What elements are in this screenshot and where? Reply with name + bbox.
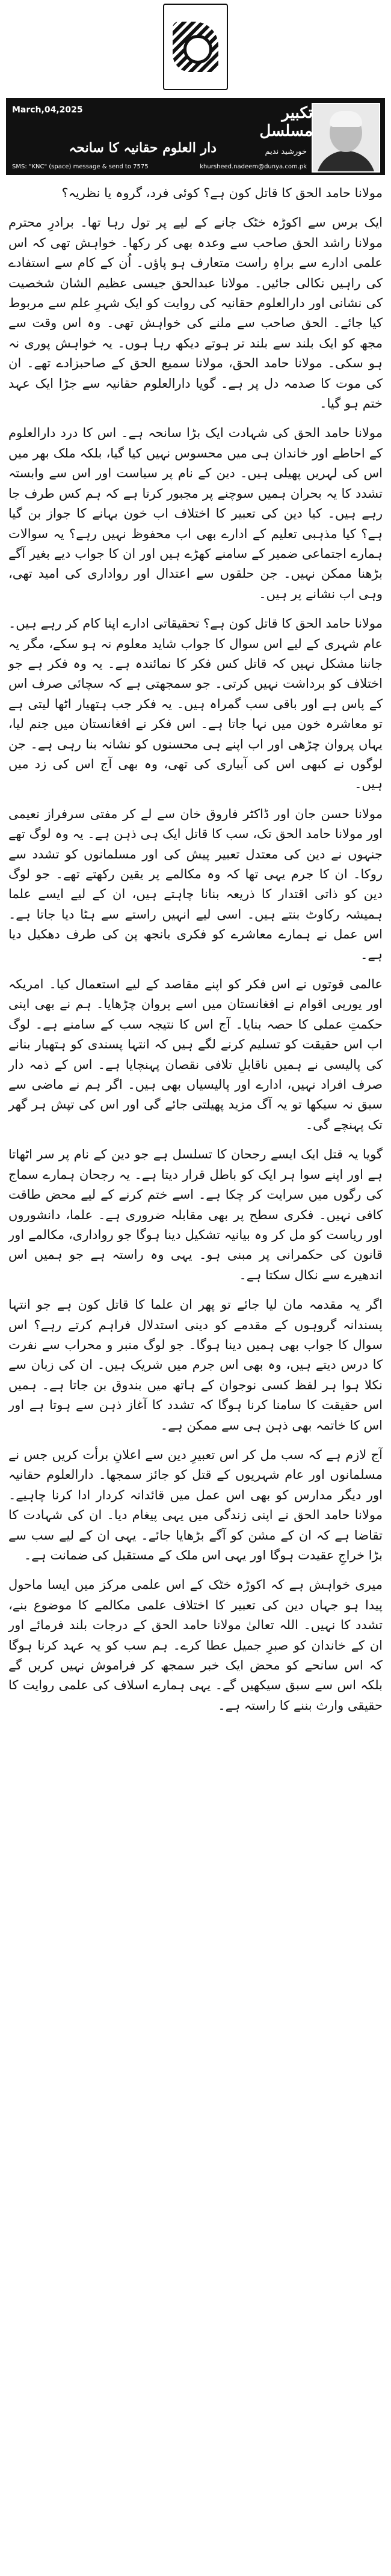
column-name: تکبیر مسلسل (259, 104, 313, 140)
author-photo-hair (330, 111, 362, 127)
masthead (0, 0, 391, 93)
sms-line: SMS: "KNC" (space) message & send to 7575 (12, 164, 149, 170)
article-paragraph: مولانا حامد الحق کی شہادت ایک بڑا سانحہ ہے۔ اس کا درد دارالعلوم کے احاطے اور خاندان ہی میں محسوس نہیں کیا گیا، بلکہ ملک بھر میں اس کی لہریں پھیلی ہیں۔ دین کے نام پر سیاست اور اس سے وابستہ تشدد کا یہ بحران ہمیں سوچنے پر مجبور کرتا ہے کہ ہم کس طرف جا رہے ہیں۔ کیا دین کی تعبیر کا اختلاف اب خون بہانے کا جواز بن گیا ہے؟ کیا مذہبی تعلیم کے ادارے بھی اب محفوظ نہیں رہے؟ یہ سوالات ہمارے اجتماعی ضمیر کے سامنے کھڑے ہیں اور ان کا جواب دیے بغیر آگے بڑھنا ممکن نہیں۔ جن حلقوں سے اعتدال اور رواداری کی امید تھی، وہی اب نشانے پر ہیں۔ (8, 426, 383, 601)
article-paragraph: اگر یہ مقدمہ مان لیا جائے تو پھر ان علما کا قاتل کون ہے جو انتہا پسندانہ گروہوں کے مقدمے کو دینی استدلال فراہم کرتے رہے؟ اس سوال کا جواب بھی ہمیں دینا ہوگا۔ جو لوگ منبر و محراب سے نفرت کا درس دیتے ہیں، وہ بھی اس جرم میں شریک ہیں۔ ان کی زبان سے نکلا ہوا ہر لفظ کسی نوجوان کے ہاتھ میں بندوق بن جاتا ہے۔ ہمیں اس حقیقت کا سامنا کرنا ہوگا کہ تشدد کا آغاز ذہن سے ہوتا ہے اور اس کا خاتمہ بھی ذہن ہی سے ممکن ہے۔ (8, 1297, 383, 1433)
logo-mark (173, 22, 218, 72)
article-paragraph: میری خواہش ہے کہ اکوڑہ خٹک کے اس علمی مرکز میں ایسا ماحول پیدا ہو جہاں دین کی تعبیر کا اختلاف علمی مکالمے کا موضوع بنے، تشدد کا نہیں۔ اللہ تعالیٰ مولانا حامد الحق کے درجات بلند فرمائے اور ان کے خاندان کو صبرِ جمیل عطا کرے۔ ہم سب کو یہ عہد کرنا ہوگا کہ اس سانحے کو محض ایک خبر سمجھ کر فراموش نہیں کریں گے بلکہ اس سے سبق سیکھیں گے۔ یہی ہمارے اسلاف کی علمی روایت کا حقیقی وارث بننے کا راستہ ہے۔ (8, 1577, 383, 1713)
newspaper-logo-icon (163, 4, 228, 90)
article-paragraph: عالمی قوتوں نے اس فکر کو اپنے مقاصد کے لیے استعمال کیا۔ امریکہ اور یورپی اقوام نے افغانستان میں اسے پروان چڑھایا۔ ہم نے بھی اپنی حکمتِ عملی کا حصہ بنایا۔ آج اس کا نتیجہ سب کے سامنے ہے۔ لوگ اب اس حقیقت کو تسلیم کرنے لگے ہیں کہ انتہا پسندی کو ہتھیار بنانے کی پالیسی نے ہمیں ناقابلِ تلافی نقصان پہنچایا ہے۔ اس کے ذمہ دار صرف افراد نہیں، ادارے اور پالیسیاں بھی ہیں۔ اگر ہم نے ماضی سے سبق نہ سیکھا تو یہ آگ مزید پھیلتی جائے گی اور اس کی تپش ہر گھر تک پہنچے گی۔ (8, 977, 383, 1132)
author-photo (312, 103, 380, 173)
article-paragraph: گویا یہ قتل ایک ایسے رجحان کا تسلسل ہے جو دین کے نام پر سر اٹھاتا ہے اور اپنے سوا ہر ایک کو باطل قرار دیتا ہے۔ یہ رجحان ہمارے سماج کی رگوں میں سرایت کر چکا ہے۔ اسے ختم کرنے کے لیے محض طاقت کافی نہیں۔ فکری سطح پر بھی مقابلہ ضروری ہے۔ علما، دانشوروں اور ریاست کو مل کر وہ بیانیہ تشکیل دینا ہوگا جو رواداری، مکالمے اور قانون کی حکمرانی پر مبنی ہو۔ یہی وہ راستہ ہے جو ہمیں اس اندھیرے سے نکال سکتا ہے۔ (8, 1147, 383, 1282)
article-paragraph: مولانا حامد الحق کا قاتل کون ہے؟ تحقیقاتی ادارے اپنا کام کر رہے ہیں۔ عام شہری کے لیے اس سوال کا جواب شاید معلوم نہ ہو سکے، مگر یہ جاننا مشکل نہیں کہ قاتل کس فکر کا نمائندہ ہے۔ یہ وہ فکر ہے جو اختلاف کو برداشت نہیں کرتی۔ جو سمجھتی ہے کہ سچائی صرف اس کے پاس ہے اور باقی سب گمراہ ہیں۔ یہ فکر جب ہتھیار اٹھا لیتی ہے تو معاشرہ خون میں نہا جاتا ہے۔ اس فکر نے افغانستان میں جنم لیا، یہاں پروان چڑھی اور اب اپنے ہی محسنوں کو نشانہ بنا رہی ہے۔ جن لوگوں نے کبھی اس کی آبیاری کی تھی، وہ بھی آج اس کی زد میں ہیں۔ (8, 616, 383, 792)
article-paragraph: ایک برس سے اکوڑہ خٹک جانے کے لیے پر تول رہا تھا۔ برادرِ محترم مولانا راشد الحق صاحب سے وعدہ بھی کر رکھا۔ خواہش تھی کہ اس علمی ادارے سے براہِ راست متعارف ہو پاؤں۔ اُن کے کام سے استفادے کی راہیں نکالی جائیں۔ مولانا عبدالحق جیسی عظیم الشان شخصیت کی نشانی اور دارالعلوم حقانیہ کی روایت کو ایک شہرِ علم سے مربوط کیا جائے۔ الحق صاحب سے ملنے کی خواہش تھی۔ وہ اس وقت سے مجھ کو ایک بلند سے بلند تر ہوتے دیکھ رہا ہوں۔ یہ خواہش پوری نہ ہو سکی۔ مولانا حامد الحق، مولانا سمیع الحق کے صاحبزادے تھے۔ ان کی موت کا صدمہ دل پر ہے۔ گویا دارالعلوم حقانیہ سے جڑا ایک عہد ختم ہو گیا۔ (8, 215, 383, 411)
author-email: khursheed.nadeem@dunya.com.pk (200, 164, 307, 170)
article-body (8, 183, 383, 1725)
author-name: خورشید ندیم (265, 147, 307, 156)
article-paragraph: مولانا حسن جان اور ڈاکٹر فاروق خان سے لے کر مفتی سرفراز نعیمی اور مولانا حامد الحق تک، سب کا قاتل ایک ہی ذہن ہے۔ یہ وہ لوگ تھے جنہوں نے دین کی معتدل تعبیر پیش کی اور مسلمانوں کو تشدد سے روکا۔ ان کا جرم یہی تھا کہ وہ مکالمے پر یقین رکھتے تھے۔ جو لوگ دین کو ذاتی اقتدار کا ذریعہ بنانا چاہتے ہیں، ان کے لیے ایسے علما ہمیشہ رکاوٹ بنتے ہیں۔ اسی لیے انہیں راستے سے ہٹا دیا جاتا ہے۔ اس عمل نے ہمارے معاشرے کو فکری بانجھ پن کی طرف دھکیل دیا ہے۔ (8, 806, 383, 962)
article-paragraph: آج لازم ہے کہ سب مل کر اس تعبیرِ دین سے اعلانِ برأت کریں جس نے مسلمانوں اور عام شہریوں کے قتل کو جائز سمجھا۔ دارالعلوم حقانیہ اور دیگر مدارس کو بھی اس عمل میں قائدانہ کردار ادا کرنا چاہیے۔ مولانا حامد الحق نے اپنی زندگی میں یہی پیغام دیا۔ ان کی شہادت کا تقاضا ہے کہ ان کے مشن کو آگے بڑھایا جائے۔ یہی ان کے لیے سب سے بڑا خراجِ عقیدت ہوگا اور یہی اس ملک کے مستقبل کی ضمانت ہے۔ (8, 1447, 383, 1562)
column-header (6, 98, 385, 175)
article-title: دار العلوم حقانیہ کا سانحہ (69, 140, 217, 156)
publish-date: March,04,2025 (12, 105, 83, 115)
article-paragraph: مولانا حامد الحق کا قاتل کون ہے؟ کوئی فرد، گروہ یا نظریہ؟ (61, 186, 383, 200)
author-photo-shoulders (316, 151, 375, 173)
